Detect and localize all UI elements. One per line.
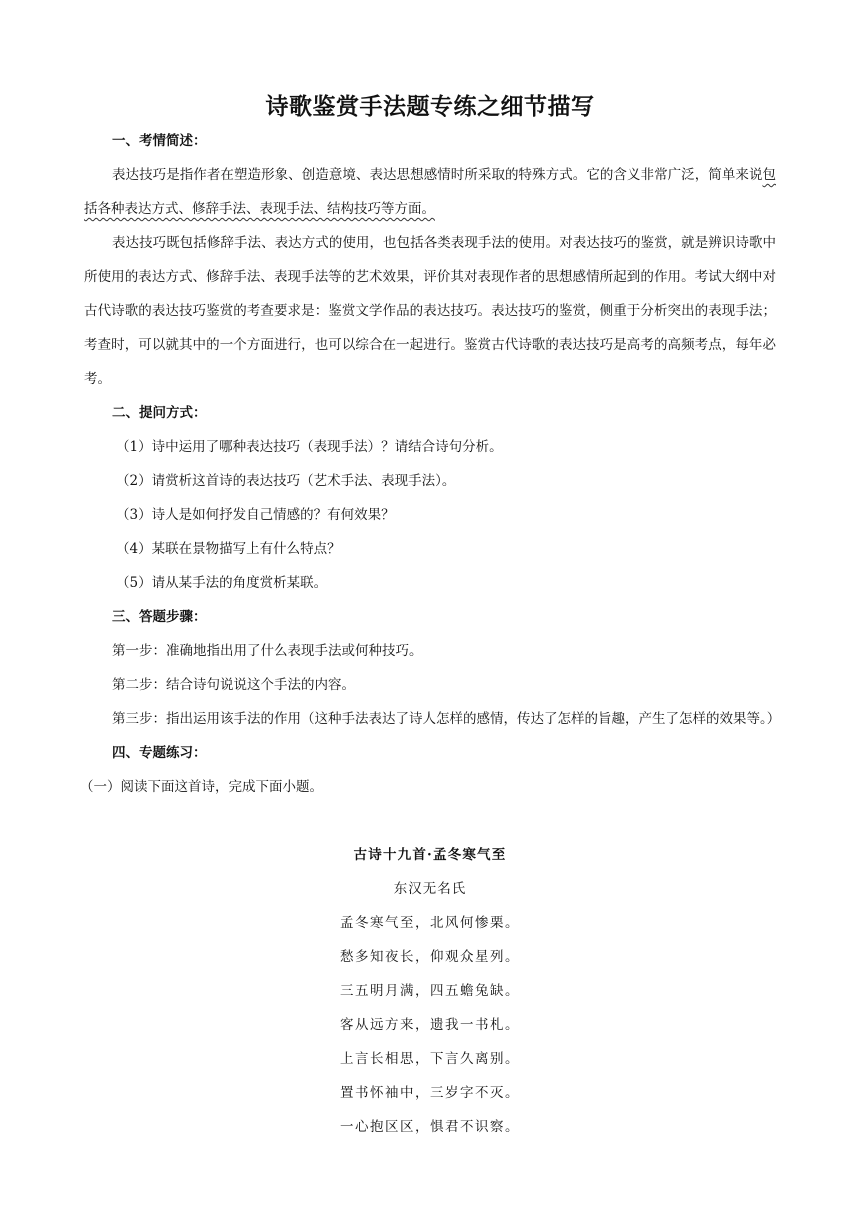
question-type-item: （3）诗人是如何抒发自己情感的？有何效果？ (116, 507, 395, 523)
document-body (80, 124, 781, 804)
poem-line: 客从远方来，遗我一书札。 (340, 1017, 520, 1033)
question-type-item: （1）诗中运用了哪种表达技巧（表现手法）？请结合诗句分析。 (116, 439, 503, 455)
poem-line: 一心抱区区，惧君不识察。 (340, 1119, 520, 1135)
poem-line: 孟冬寒气至，北风何惨栗。 (340, 915, 520, 931)
answer-step: 第三步：指出运用该手法的作用（这种手法表达了诗人怎样的感情，传达了怎样的旨趣，产生了怎样的效果等。） (112, 711, 781, 727)
overview-paragraph-2: 表达技巧既包括修辞手法、表达方式的使用，也包括各类表现手法的使用。对表达技巧的鉴赏，就是辨识诗歌中所使用的表达方式、修辞手法、表现手法等的艺术效果，评价其对表现作者的思想感情所起到的作用。考试大纲中对古代诗歌的表达技巧鉴赏的考查要求是：鉴赏文学作品的表达技巧。表达技巧的鉴赏，侧重于分析突出的表现手法；考查时，可以就其中的一个方面进行，也可以综合在一起进行。鉴赏古代诗歌的表达技巧是高考的高频考点，每年必考。 (84, 235, 776, 387)
exercise-intro: （一）阅读下面这首诗，完成下面小题。 (80, 779, 323, 795)
question-type-item: （5）请从某手法的角度赏析某联。 (116, 575, 328, 591)
answer-step: 第二步：结合诗句说说这个手法的内容。 (112, 677, 355, 693)
poem-line: 上言长相思，下言久离别。 (340, 1051, 520, 1067)
poem-block (0, 838, 860, 1144)
section-heading-overview: 一、考情简述： (112, 133, 207, 149)
section-heading-practice: 四、专题练习： (112, 745, 207, 761)
overview-paragraph-1 (84, 158, 776, 226)
poem-line: 愁多知夜长，仰观众星列。 (340, 949, 520, 965)
poem-line: 置书怀袖中，三岁字不灭。 (340, 1085, 520, 1101)
answer-step: 第一步：准确地指出用了什么表现手法或何种技巧。 (112, 643, 423, 659)
page-title: 诗歌鉴赏手法题专练之细节描写 (265, 94, 595, 120)
poem-line: 三五明月满，四五蟾兔缺。 (340, 983, 520, 999)
overview-paragraph-1-emphasis: 包括各种表达方式、修辞手法、表现手法、结构技巧等方面。 (84, 167, 776, 217)
section-heading-question-types: 二、提问方式： (112, 405, 207, 421)
section-heading-answer-steps: 三、答题步骤： (112, 609, 207, 625)
question-type-item: （4）某联在景物描写上有什么特点？ (116, 541, 341, 557)
poem-author: 东汉无名氏 (393, 881, 467, 897)
poem-title: 古诗十九首·孟冬寒气至 (353, 847, 507, 863)
overview-paragraph-1-lead: 表达技巧是指作者在塑造形象、创造意境、表达思想感情时所采取的特殊方式。它的含义非常广泛，简单来说 (112, 167, 763, 183)
question-type-item: （2）请赏析这首诗的表达技巧（艺术手法、表现手法）。 (116, 473, 456, 489)
